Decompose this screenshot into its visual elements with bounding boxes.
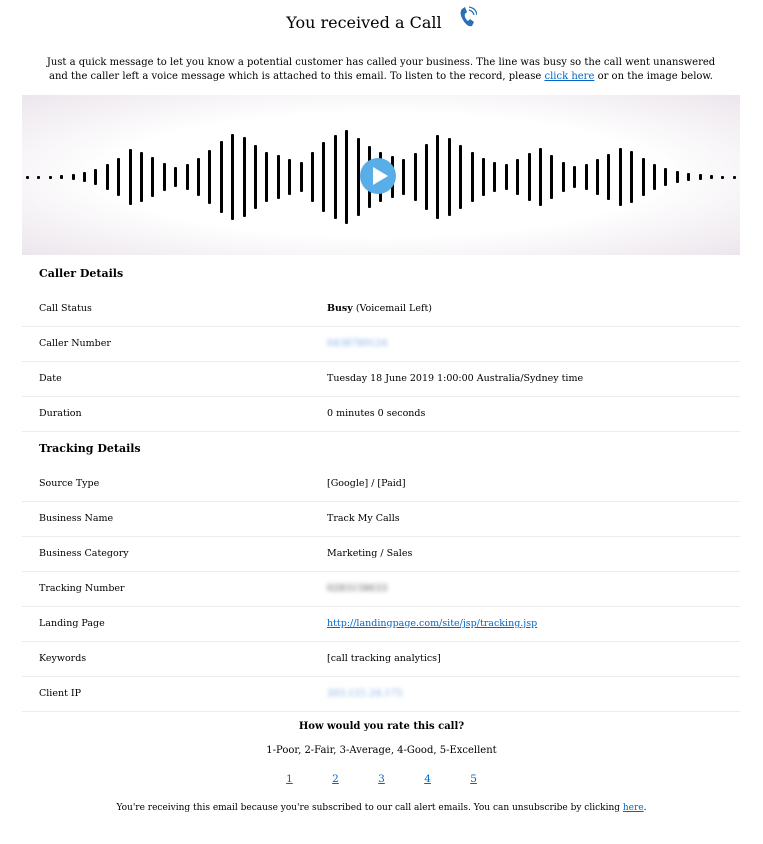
waveform-bar	[710, 175, 713, 179]
waveform-bar	[573, 166, 576, 188]
waveform-bar	[653, 164, 656, 190]
waveform-bar	[72, 174, 75, 180]
caller-row-duration	[22, 396, 740, 432]
rating-scale: 1-Poor, 2-Fair, 3-Average, 4-Good, 5-Excellent	[266, 745, 497, 756]
waveform-bar	[448, 138, 451, 216]
caller-row-number	[22, 326, 740, 362]
waveform-bar	[243, 137, 246, 217]
waveform-bar	[345, 130, 348, 224]
row-value: [Google] / [Paid]	[327, 478, 406, 489]
waveform-bar	[265, 152, 268, 202]
waveform-bar	[83, 172, 86, 182]
waveform-bar	[630, 151, 633, 203]
client-ip-value[interactable]: 203.121.24.175	[327, 688, 403, 699]
waveform-bar	[733, 176, 736, 179]
rating-links	[0, 773, 763, 785]
waveform-bar	[334, 135, 337, 219]
row-value: Track My Calls	[327, 513, 400, 524]
tracking-row-client-ip	[22, 676, 740, 712]
waveform-bar	[254, 145, 257, 209]
row-value	[327, 303, 432, 314]
tracking-number-value: 0283158633	[327, 583, 388, 594]
footer	[0, 803, 763, 813]
call-status-bold: Busy	[327, 303, 353, 314]
waveform-bar	[49, 176, 52, 179]
tracking-row-business-name	[22, 501, 740, 537]
waveform-bar	[585, 164, 588, 190]
row-label: Source Type	[39, 478, 100, 489]
caller-row-date	[22, 361, 740, 397]
waveform-bar	[414, 153, 417, 201]
rating-link-4[interactable]: 4	[424, 773, 431, 785]
rating-link-2[interactable]: 2	[332, 773, 339, 785]
waveform-bar	[459, 145, 462, 209]
waveform-bar	[425, 144, 428, 210]
call-status-detail: (Voicemail Left)	[355, 303, 432, 314]
waveform-bar	[676, 171, 679, 183]
waveform-bar	[231, 134, 234, 220]
tracking-row-keywords	[22, 641, 740, 677]
waveform-bar	[37, 176, 40, 179]
tracking-row-source-type	[22, 466, 740, 502]
row-label: Call Status	[39, 303, 92, 314]
tracking-row-landing-page	[22, 606, 740, 642]
waveform-bar	[687, 173, 690, 181]
caller-number-value[interactable]: 0438789124	[327, 338, 388, 349]
row-label: Duration	[39, 408, 82, 419]
rating-link-1[interactable]: 1	[286, 773, 293, 785]
waveform-bar	[174, 167, 177, 187]
waveform-bar	[482, 158, 485, 196]
waveform-bar	[277, 155, 280, 199]
waveform-bar	[220, 141, 223, 213]
waveform-bar	[516, 159, 519, 195]
waveform-bar	[699, 174, 702, 180]
voicemail-waveform-image[interactable]	[22, 95, 740, 255]
row-value: [call tracking analytics]	[327, 653, 441, 664]
row-label: Business Name	[39, 513, 114, 524]
waveform-bar	[311, 152, 314, 202]
waveform-bar	[208, 150, 211, 204]
tracking-row-business-category	[22, 536, 740, 572]
click-here-link[interactable]: click here	[544, 71, 595, 82]
caller-row-call-status	[22, 291, 740, 327]
waveform-bar	[493, 162, 496, 192]
row-label: Keywords	[39, 653, 87, 664]
page-title: You received a Call	[286, 13, 442, 32]
waveform-bar	[721, 176, 724, 179]
waveform-bar	[163, 163, 166, 191]
rating-link-5[interactable]: 5	[470, 773, 477, 785]
intro-text-body: Just a quick message to let you know a potential customer has called your business. The line was busy so the call went unanswered and the caller left a voice message which is attached to this email. To listen to the record, please	[46, 57, 716, 82]
row-label: Caller Number	[39, 338, 111, 349]
rating-question: How would you rate this call?	[298, 721, 465, 732]
row-label: Date	[39, 373, 62, 384]
waveform-bar	[539, 148, 542, 206]
waveform-bar	[619, 148, 622, 206]
waveform-bar	[151, 157, 154, 197]
waveform-bar	[94, 169, 97, 185]
row-value: Marketing / Sales	[327, 548, 413, 559]
rating-link-3[interactable]: 3	[378, 773, 385, 785]
tracking-row-tracking-number	[22, 571, 740, 607]
unsubscribe-link[interactable]: here	[622, 803, 644, 813]
landing-page-link[interactable]: http://landingpage.com/site/jsp/tracking.jsp	[327, 618, 538, 629]
waveform-bar	[471, 152, 474, 202]
row-label: Tracking Number	[39, 583, 125, 594]
waveform-bar	[436, 135, 439, 219]
caller-details-heading: Caller Details	[39, 267, 124, 280]
waveform-bar	[322, 142, 325, 212]
row-label: Business Category	[39, 548, 129, 559]
waveform-bar	[26, 176, 29, 179]
waveform-bar	[60, 175, 63, 179]
row-value: Tuesday 18 June 2019 1:00:00 Australia/Sydney time	[327, 373, 584, 384]
play-button[interactable]	[360, 158, 396, 194]
waveform-bar	[642, 158, 645, 196]
header	[0, 12, 763, 32]
waveform-bar	[300, 162, 303, 192]
footer-text: You're receiving this email because you're subscribed to our call alert emails. You can unsubscribe by clicking	[116, 803, 621, 813]
intro-text-tail: or on the image below.	[597, 71, 713, 82]
waveform-bar	[117, 158, 120, 196]
footer-period: .	[643, 803, 647, 813]
waveform-bar	[550, 155, 553, 199]
waveform-bar	[140, 152, 143, 202]
waveform-bar	[402, 159, 405, 195]
waveform-bar	[562, 162, 565, 192]
waveform-bar	[528, 153, 531, 201]
intro-text	[38, 56, 724, 84]
waveform-bar	[505, 164, 508, 190]
waveform-bar	[106, 164, 109, 190]
waveform-bar	[664, 168, 667, 186]
waveform-bar	[288, 159, 291, 195]
row-label: Client IP	[39, 688, 82, 699]
play-icon	[373, 167, 388, 185]
tracking-details-heading: Tracking Details	[39, 442, 141, 455]
phone-icon	[459, 6, 477, 32]
row-value: 0 minutes 0 seconds	[327, 408, 426, 419]
waveform-bar	[186, 164, 189, 190]
waveform-bar	[596, 159, 599, 195]
waveform-bar	[607, 154, 610, 200]
waveform-bar	[197, 158, 200, 196]
row-label: Landing Page	[39, 618, 105, 629]
waveform-bar	[129, 149, 132, 205]
